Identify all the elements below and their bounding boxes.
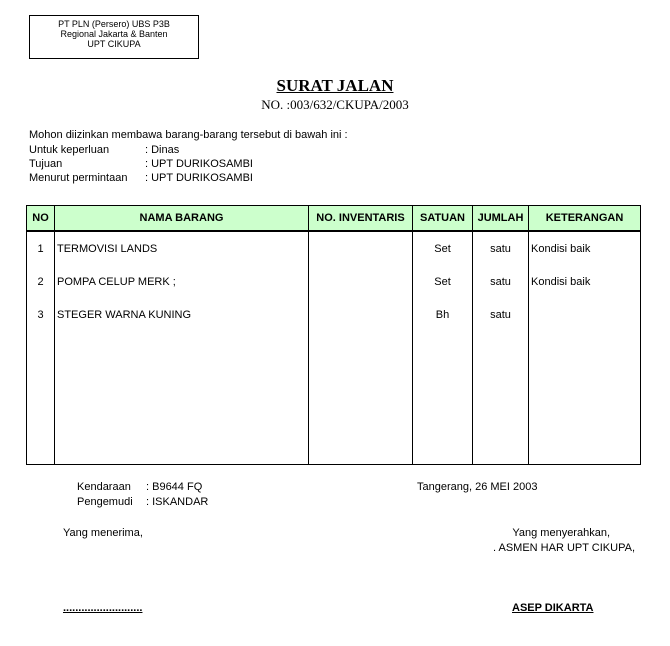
document-title: SURAT JALAN: [276, 76, 394, 95]
cell-keterangan: Kondisi baik: [529, 231, 641, 265]
cell-jumlah: satu: [473, 265, 529, 298]
sender-name: ASEP DIKARTA: [512, 602, 594, 614]
items-table: [26, 205, 641, 465]
info-block: [29, 144, 329, 189]
org-line-3: UPT CIKUPA: [87, 39, 141, 49]
org-line-1: PT PLN (Persero) UBS P3B: [58, 19, 170, 29]
cell-no: 2: [27, 265, 55, 298]
org-line-2: Regional Jakarta & Banten: [60, 29, 168, 39]
header-satuan: SATUAN: [413, 206, 473, 232]
table-row: [27, 265, 641, 298]
empty-cell: [413, 331, 473, 465]
cell-nama: STEGER WARNA KUNING: [55, 298, 309, 331]
cell-keterangan: Kondisi baik: [529, 265, 641, 298]
receiver-signature-line: ..........................: [63, 602, 143, 614]
sender-label: Yang menyerahkan,: [512, 527, 610, 539]
organization-box: [29, 15, 199, 59]
cell-keterangan: [529, 298, 641, 331]
header-no-inventaris: NO. INVENTARIS: [309, 206, 413, 232]
cell-inventaris: [309, 298, 413, 331]
table-empty-row: [27, 331, 641, 465]
empty-cell: [473, 331, 529, 465]
info-label-request: Menurut permintaan: [29, 172, 128, 184]
intro-text: Mohon diizinkan membawa barang-barang tersebut di bawah ini :: [29, 129, 348, 141]
cell-inventaris: [309, 265, 413, 298]
receiver-label: Yang menerima,: [63, 527, 143, 539]
cell-no: 3: [27, 298, 55, 331]
cell-jumlah: satu: [473, 231, 529, 265]
table-row: [27, 231, 641, 265]
info-label-destination: Tujuan: [29, 158, 63, 170]
header-no: NO: [27, 206, 55, 232]
table-header-row: [27, 206, 641, 232]
empty-cell: [309, 331, 413, 465]
empty-cell: [529, 331, 641, 465]
info-value-destination: : UPT DURIKOSAMBI: [145, 158, 253, 170]
cell-inventaris: [309, 231, 413, 265]
info-value-purpose: : Dinas: [145, 144, 180, 156]
empty-cell: [55, 331, 309, 465]
cell-nama: POMPA CELUP MERK ;: [55, 265, 309, 298]
driver-value: : ISKANDAR: [146, 496, 209, 508]
place-date: Tangerang, 26 MEI 2003: [417, 481, 538, 493]
cell-satuan: Set: [413, 265, 473, 298]
table-row: [27, 298, 641, 331]
header-nama-barang: NAMA BARANG: [55, 206, 309, 232]
info-value-request: : UPT DURIKOSAMBI: [145, 172, 253, 184]
cell-no: 1: [27, 231, 55, 265]
header-keterangan: KETERANGAN: [529, 206, 641, 232]
header-jumlah: JUMLAH: [473, 206, 529, 232]
cell-satuan: Set: [413, 231, 473, 265]
vehicle-value: : B9644 FQ: [146, 481, 203, 493]
document-number: NO. :003/632/CKUPA/2003: [261, 97, 409, 112]
cell-jumlah: satu: [473, 298, 529, 331]
sender-title: . ASMEN HAR UPT CIKUPA,: [492, 542, 635, 554]
cell-nama: TERMOVISI LANDS: [55, 231, 309, 265]
info-label-purpose: Untuk keperluan: [29, 144, 110, 156]
driver-label: Pengemudi: [77, 496, 133, 508]
vehicle-label: Kendaraan: [77, 481, 131, 493]
cell-satuan: Bh: [413, 298, 473, 331]
empty-cell: [27, 331, 55, 465]
